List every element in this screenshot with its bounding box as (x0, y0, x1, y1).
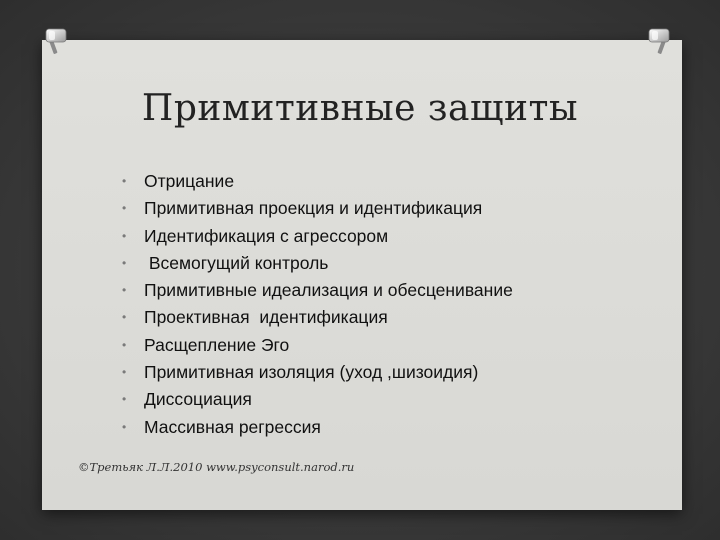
list-item-text: Всемогущий контроль (144, 252, 329, 273)
bullet-icon: • (122, 255, 127, 270)
list-item-text: Идентификация с агрессором (144, 225, 389, 246)
list-item-text: Массивная регрессия (144, 416, 321, 437)
bullet-icon: • (122, 174, 127, 188)
list-item-text: Расщепление Эго (144, 334, 290, 355)
list-item-text: Примитивная изоляция (уход ,шизоидия) (144, 362, 479, 383)
slide-title: Примитивные защиты (141, 88, 579, 129)
pushpin-icon (42, 26, 72, 56)
bullet-icon: • (122, 310, 127, 325)
bullet-icon: • (122, 228, 127, 243)
list-item-text: Примитивная проекция и идентификация (144, 198, 483, 219)
list-item-text: Примитивные идеализация и обесценивание (144, 280, 513, 301)
bullet-icon: • (122, 392, 127, 407)
bullet-icon: • (122, 419, 127, 434)
copyright-credit: ©Третьяк Л.Л.2010 www.psyconsult.narod.ru (78, 460, 355, 474)
bullet-icon: • (122, 337, 127, 352)
list-item-text: Диссоциация (144, 389, 252, 410)
bullet-icon: • (122, 365, 127, 380)
bullet-icon: • (122, 283, 127, 298)
list-item-text: Проективная идентификация (144, 307, 388, 328)
bullet-icon: • (122, 201, 127, 216)
pushpin-icon (643, 26, 673, 56)
list-item-text: Отрицание (144, 171, 235, 191)
